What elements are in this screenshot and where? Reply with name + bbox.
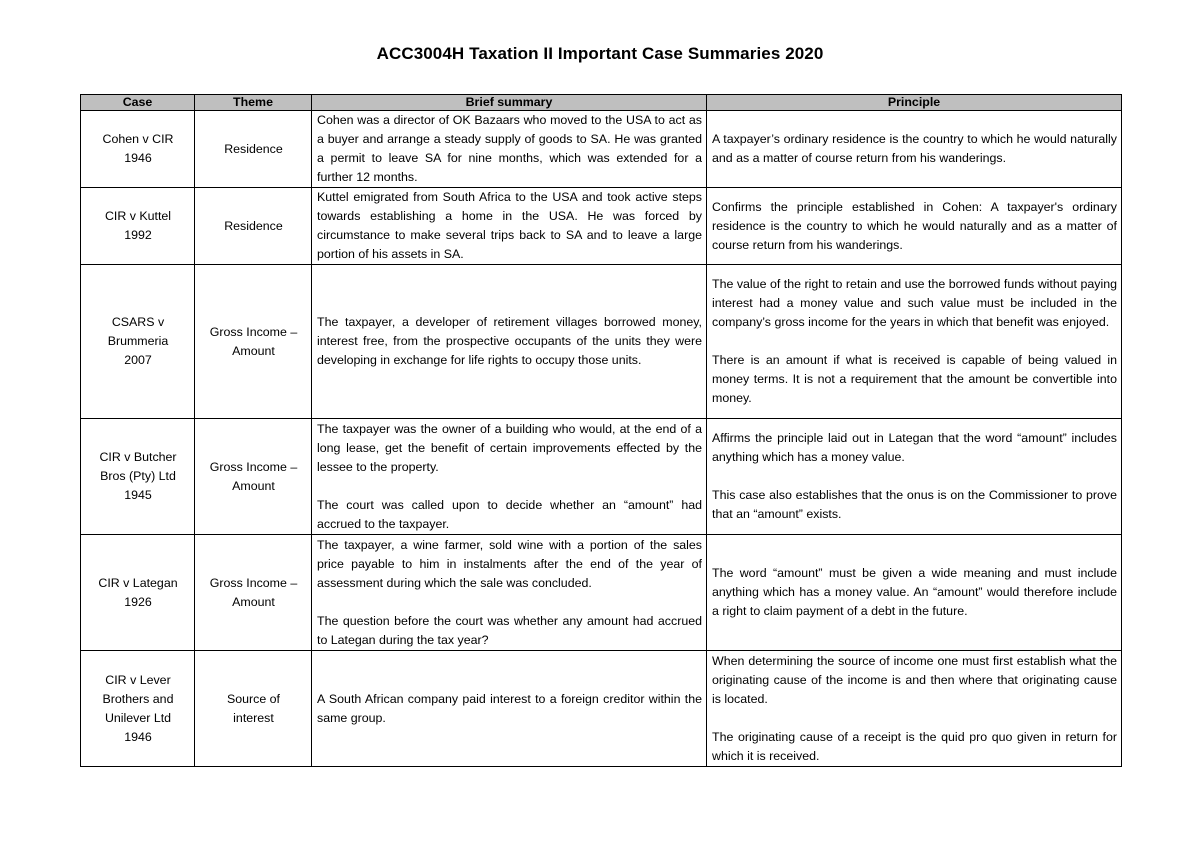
principle-cell (707, 419, 1122, 535)
table-row (81, 188, 1122, 265)
theme-cell (195, 651, 312, 767)
case-line: Cohen v CIR (102, 132, 174, 146)
principle-paragraph: Affirms the principle laid out in Lategan that the word “amount” includes anything which has a money value. (712, 431, 1117, 464)
table-header-row (81, 95, 1122, 111)
table-row (81, 535, 1122, 651)
theme-line: Amount (232, 478, 275, 493)
case-line: CIR v Kuttel (104, 209, 172, 223)
theme-line: Residence (224, 218, 283, 233)
case-cell (81, 188, 195, 265)
theme-cell (195, 188, 312, 265)
summary-paragraph: A South African company paid interest to a foreign creditor within the same group. (317, 691, 702, 725)
case-line: 1992 (124, 228, 152, 242)
summary-cell (312, 188, 707, 265)
summary-paragraph: Kuttel emigrated from South Africa to the USA and took active steps towards establishing a home in the USA. He was forced by circumstance to make several trips back to SA and to leave a large portion of his assets in SA. (317, 190, 702, 261)
principle-paragraph: The word “amount” must be given a wide meaning and must include anything which has a money value. An “amount” would therefore include a right to claim payment of a debt in the future. (712, 566, 1117, 618)
theme-cell (195, 419, 312, 535)
case-cell (81, 535, 195, 651)
table-row (81, 265, 1122, 419)
summary-paragraph: The taxpayer, a developer of retirement villages borrowed money, interest free, from the prospective occupants of the units they were developing in exchange for life rights to occupy those units. (317, 315, 702, 367)
table-row (81, 651, 1122, 767)
summary-cell (312, 111, 707, 188)
principle-cell (707, 651, 1122, 767)
principle-cell (707, 265, 1122, 419)
principle-paragraph: When determining the source of income one must first establish what the originating cause of the income is and then where that originating cause is located. (712, 653, 1117, 706)
theme-line: Amount (232, 594, 275, 609)
table-row (81, 419, 1122, 535)
summary-cell (312, 535, 707, 651)
case-line: CIR v Lever (105, 672, 171, 687)
case-line: Unilever Ltd (104, 710, 172, 725)
page-title: ACC3004H Taxation II Important Case Summaries 2020 (376, 44, 824, 63)
case-summary-table (80, 94, 1122, 767)
case-line: 1945 (124, 488, 152, 502)
theme-line: Source of (226, 691, 281, 706)
case-line: Brothers and (102, 691, 174, 706)
theme-line: Residence (224, 141, 283, 156)
principle-paragraph: The originating cause of a receipt is the quid pro quo given in return for which it is received. (712, 729, 1117, 763)
header-case: Case (81, 95, 195, 111)
summary-cell (312, 419, 707, 535)
theme-line: Gross Income – (209, 459, 298, 474)
case-line: Brummeria (107, 334, 169, 348)
case-cell (81, 651, 195, 767)
summary-cell (312, 265, 707, 419)
case-line: CIR v Butcher (99, 450, 177, 464)
header-theme: Theme (195, 95, 312, 111)
case-line: Bros (Pty) Ltd (100, 469, 176, 483)
case-line: 2007 (124, 353, 152, 367)
theme-line: interest (233, 710, 274, 725)
principle-cell (707, 188, 1122, 265)
principle-paragraph: The value of the right to retain and use the borrowed funds without paying interest had a money value and such value must be included in the company’s gross income for the years in which that benefit was enjoyed. (712, 277, 1117, 329)
principle-paragraph: This case also establishes that the onus is on the Commissioner to prove that an “amount” exists. (712, 488, 1117, 521)
theme-cell (195, 265, 312, 419)
summary-paragraph: The court was called upon to decide whether an “amount” had accrued to the taxpayer. (317, 497, 702, 531)
summary-paragraph: The question before the court was whether any amount had accrued to Lategan during the tax year? (317, 613, 702, 647)
case-line: 1926 (124, 594, 152, 609)
header-principle: Principle (707, 95, 1122, 111)
principle-cell (707, 111, 1122, 188)
case-cell (81, 419, 195, 535)
theme-cell (195, 111, 312, 188)
case-line: 1946 (124, 729, 152, 744)
principle-paragraph: A taxpayer’s ordinary residence is the country to which he would naturally and as a matter of course return from his wanderings. (712, 132, 1117, 165)
principle-paragraph: There is an amount if what is received is capable of being valued in money terms. It is not a requirement that the amount be convertible into money. (712, 353, 1117, 405)
theme-cell (195, 535, 312, 651)
principle-cell (707, 535, 1122, 651)
summary-paragraph: Cohen was a director of OK Bazaars who moved to the USA to act as a buyer and arrange a steady supply of goods to SA. He was granted a permit to leave SA for nine months, which was extended for a further 12 months. (317, 113, 702, 184)
table-row (81, 111, 1122, 188)
summary-paragraph: The taxpayer was the owner of a building who would, at the end of a long lease, get the benefit of certain improvements effected by the lessee to the property. (317, 421, 702, 474)
case-line: CIR v Lategan (98, 575, 178, 590)
summary-paragraph: The taxpayer, a wine farmer, sold wine with a portion of the sales price payable to him in instalments after the end of the year of assessment during which the sale was concluded. (317, 537, 702, 590)
theme-line: Amount (232, 343, 275, 358)
case-cell (81, 111, 195, 188)
header-brief-summary: Brief summary (312, 95, 707, 111)
theme-line: Gross Income – (209, 575, 298, 590)
summary-cell (312, 651, 707, 767)
case-line: CSARS v (111, 315, 165, 329)
principle-paragraph: Confirms the principle established in Cohen: A taxpayer's ordinary residence is the country to which he would naturally and as a matter of course return from his wanderings. (712, 199, 1117, 252)
theme-line: Gross Income – (209, 324, 298, 339)
case-line: 1946 (124, 151, 152, 165)
case-cell (81, 265, 195, 419)
